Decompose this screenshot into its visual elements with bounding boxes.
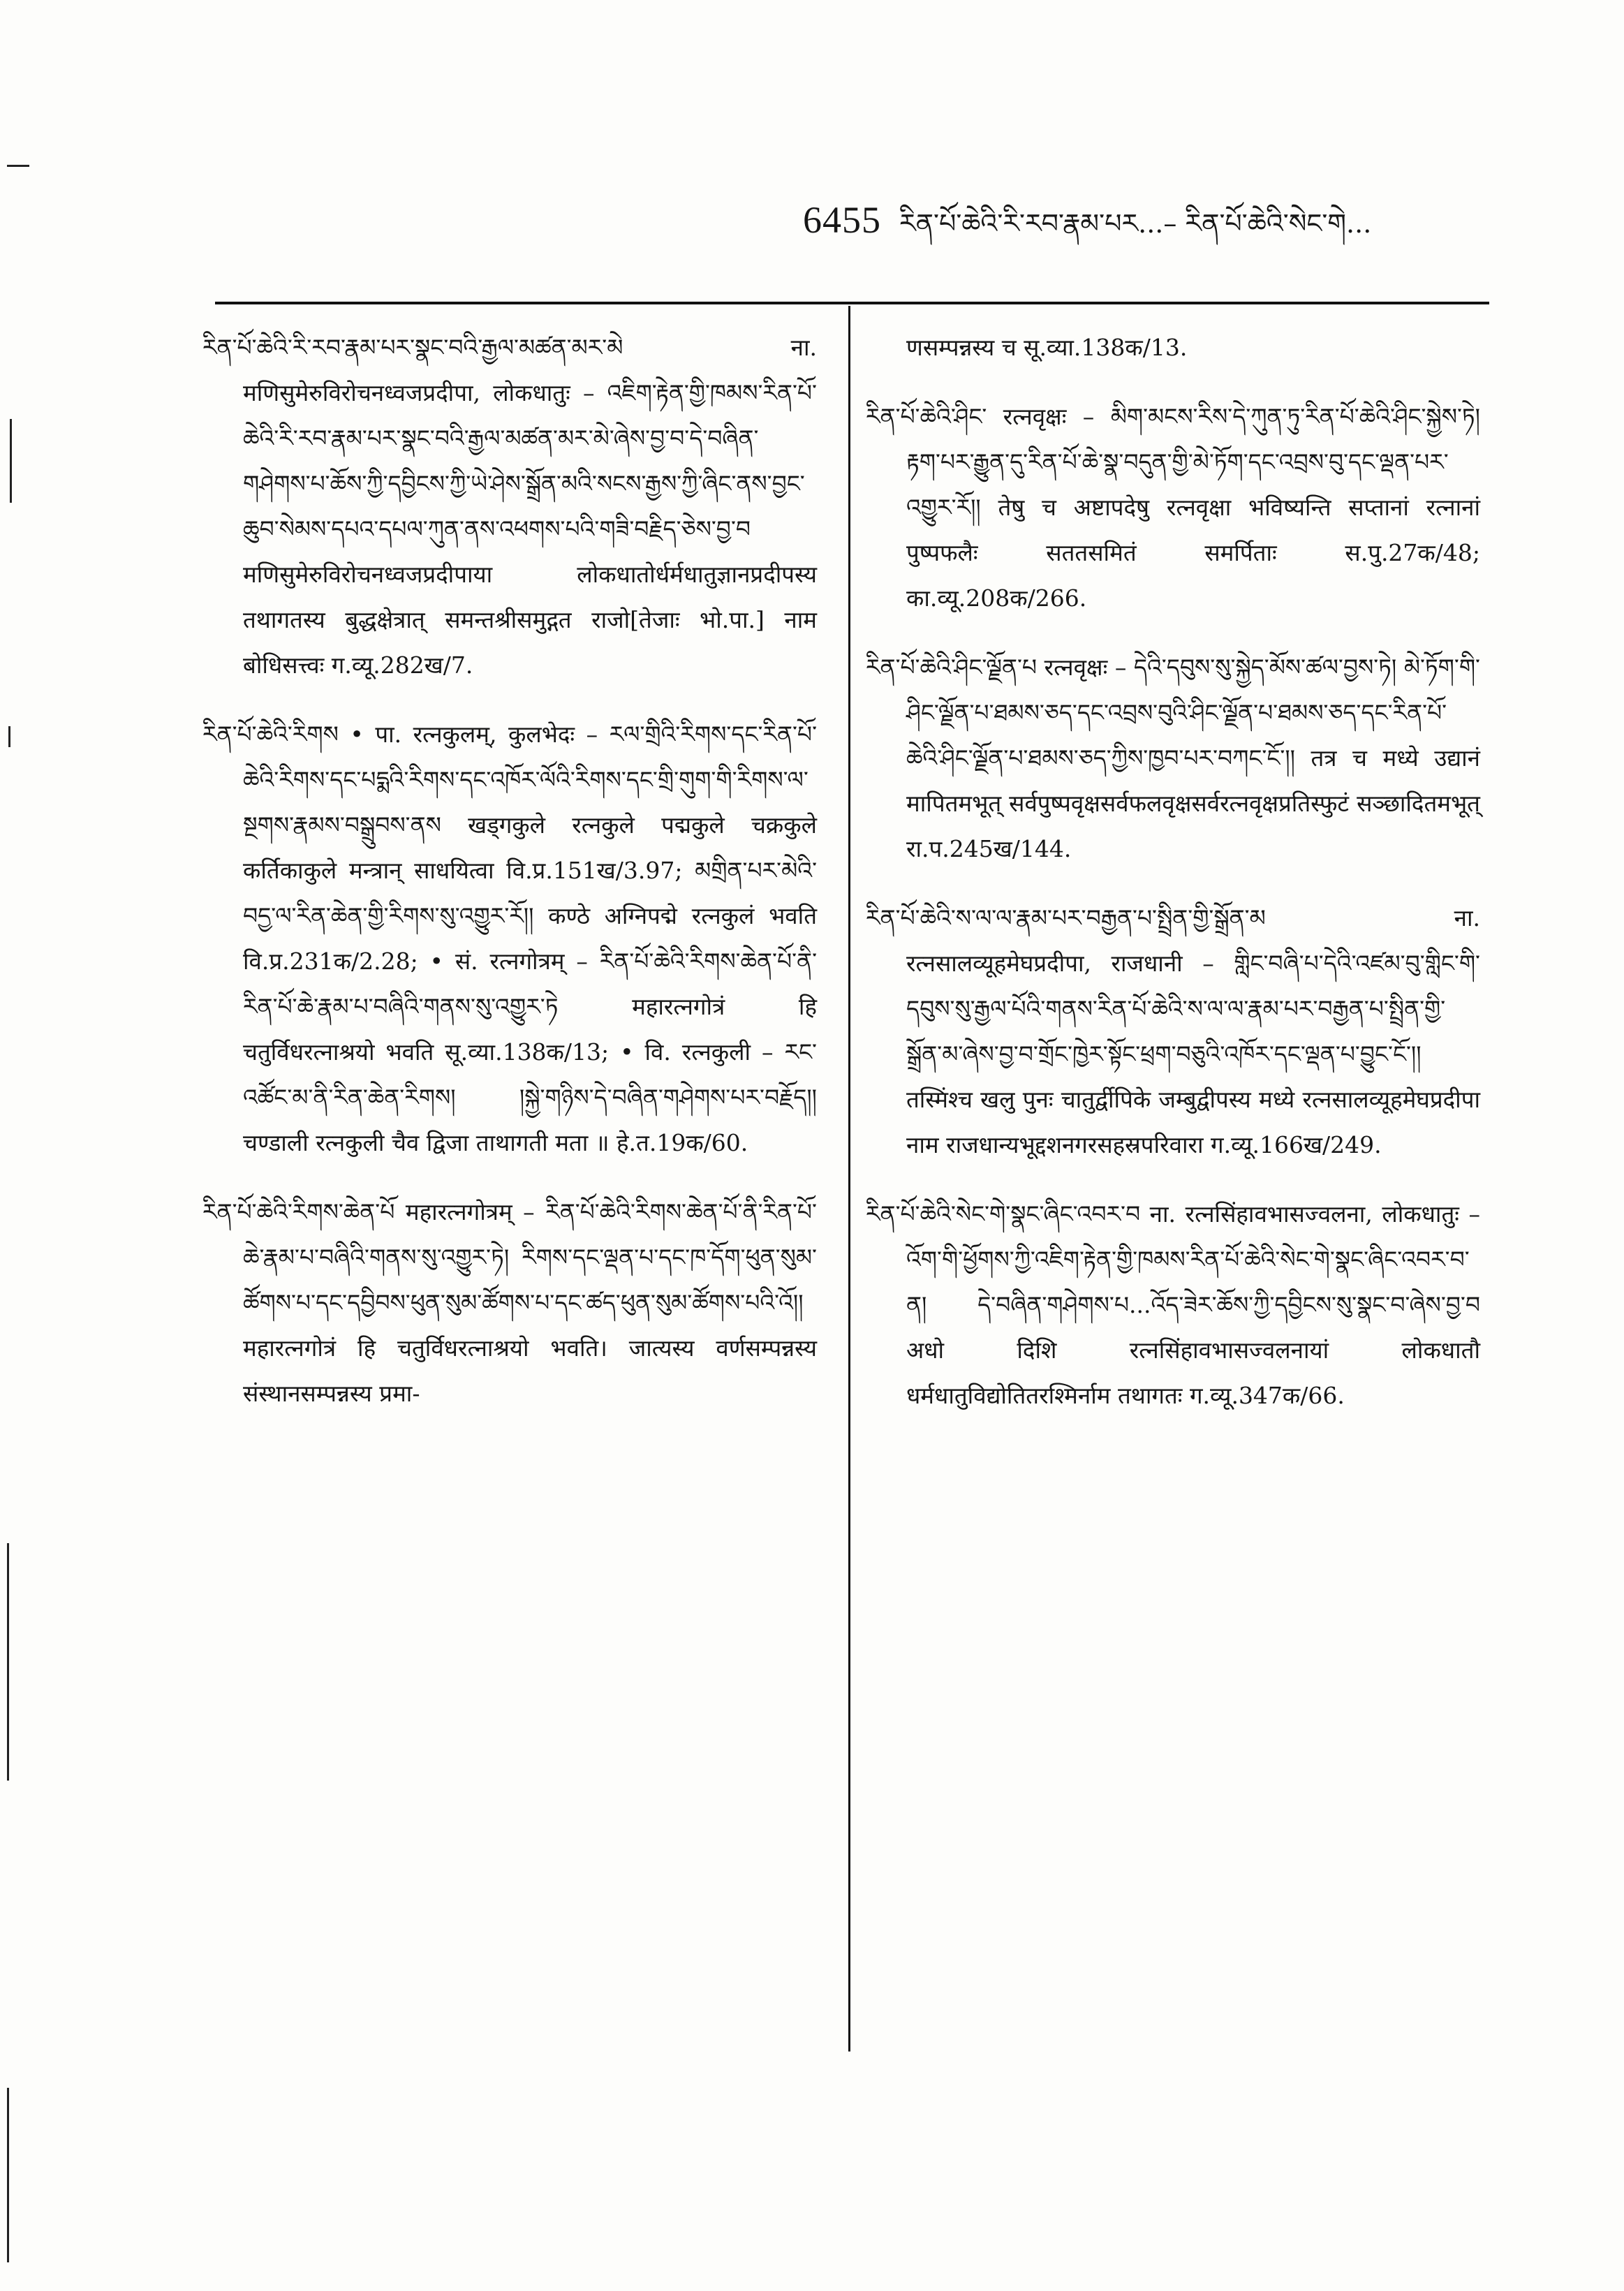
page-header [803, 194, 1494, 250]
dictionary-entry-continuation: णसम्पन्नस्य च सू.व्या.138क/13. [906, 334, 1188, 361]
scan-artifact [8, 726, 10, 747]
scan-artifact [7, 165, 29, 167]
dictionary-entry: རིན་པོ་ཆེའི་ཤིང་ रत्नवृक्षः – མིག་མངས་རིས་དེ་ཀུན་ཏུ་རིན་པོ་ཆེའི་ཤིང་སྐྱེས་ཏེ། རྟག་པར་རྒྱུན་དུ་རིན་པོ་ཆེ་སྣ་བདུན་གྱི་མེ་ཏོག་དང་འབྲས་བུ་དང་ལྡན་པར་འགྱུར་རོ།། तेषु च अष्टापदेषु रत्नवृक्षा भविष्यन्ति सप्तानां रत्नानां पुष्पफलैः सततसमितं समर्पिताः स.पु.27क/48; का.व्यू.208क/266. [866, 403, 1480, 612]
scan-artifact [7, 1543, 9, 1781]
page-number: 6455 [803, 199, 881, 241]
dictionary-entry: རིན་པོ་ཆེའི་ཤིང་ལྗོན་པ रत्नवृक्षः – དེའི་དབུས་སུ་སྐྱེད་མོས་ཚལ་བྱས་ཏེ། མེ་ཏོག་གི་ཤིང་ལྗོན་པ་ཐམས་ཅད་དང་འབྲས་བུའི་ཤིང་ལྗོན་པ་ཐམས་ཅད་དང་རིན་པོ་ཆེའི་ཤིང་ལྗོན་པ་ཐམས་ཅད་ཀྱིས་ཁྱབ་པར་བཀང་ངོ་།། तत्र च मध्ये उद्यानं मापितमभूत् सर्वपुष्पवृक्षसर्वफलवृक्षसर्वरत्नवृक्षप्रतिस्फुटं सञ्छादितमभूत् रा.प.245ख/144. [866, 654, 1480, 862]
left-column [202, 325, 817, 1440]
dictionary-entry: རིན་པོ་ཆེའི་སེང་གེ་སྣང་ཞིང་འབར་བ ना. रत्नसिंहावभासज्वलना, लोकधातुः – འོག་གི་ཕྱོགས་ཀྱི་འཇིག་རྟེན་གྱི་ཁམས་རིན་པོ་ཆེའི་སེང་གེ་སྣང་ཞིང་འབར་བ་ན། དེ་བཞིན་གཤེགས་པ...འོད་ཟེར་ཆོས་ཀྱི་དབྱིངས་སུ་སྣང་བ་ཞེས་བྱ་བ अधो दिशि रत्नसिंहावभासज्वलनायां लोकधातौ धर्मधातुविद्योतितरश्मिर्नाम तथागतः ग.व्यू.347क/66. [866, 1200, 1480, 1409]
scan-artifact [10, 419, 12, 503]
dictionary-entry: རིན་པོ་ཆེའི་རིགས་ཆེན་པོ महारत्नगोत्रम् – རིན་པོ་ཆེའི་རིགས་ཆེན་པོ་ནི་རིན་པོ་ཆེ་རྣམ་པ་བཞིའི་གནས་སུ་འགྱུར་ཏེ། རིགས་དང་ལྡན་པ་དང་ཁ་དོག་ཕུན་སུམ་ཚོགས་པ་དང་དབྱིབས་ཕུན་སུམ་ཚོགས་པ་དང་ཚད་ཕུན་སུམ་ཚོགས་པའི་འོ།། महारत्नगोत्रं हि चतुर्विधरत्नाश्रयो भवति। जात्यस्य वर्णसम्पन्नस्य संस्थानसम्पन्नस्य प्रमा- [202, 1198, 817, 1407]
scan-artifact [7, 2088, 9, 2262]
dictionary-entry: རིན་པོ་ཆེའི་ས་ལ་ལ་རྣམ་པར་བརྒྱན་པ་སྤྲིན་གྱི་སྒྲོན་མ ना. रत्नसालव्यूहमेघप्रदीपा, राजधानी – གླིང་བཞི་པ་དེའི་འཛམ་བུ་གླིང་གི་དབུས་སུ་རྒྱལ་པོའི་གནས་རིན་པོ་ཆེའི་ས་ལ་ལ་རྣམ་པར་བརྒྱན་པ་སྤྲིན་གྱི་སྒྲོན་མ་ཞེས་བྱ་བ་གྲོང་ཁྱེར་སྟོང་ཕྲག་བཅུའི་འཁོར་དང་ལྡན་པ་བྱུང་ངོ་།། तस्मिंश्च खलु पुनः चातुर्द्वीपिके जम्बुद्वीपस्य मध्ये रत्नसालव्यूहमेघप्रदीपा नाम राजधान्यभूद्दशनगरसहस्रपरिवारा ग.व्यू.166ख/249. [866, 904, 1480, 1158]
dictionary-entry: རིན་པོ་ཆེའི་རི་རབ་རྣམ་པར་སྣང་བའི་རྒྱལ་མཚན་མར་མེ ना. मणिसुमेरुविरोचनध्वजप्रदीपा, लोकधातुः – འཇིག་རྟེན་གྱི་ཁམས་རིན་པོ་ཆེའི་རི་རབ་རྣམ་པར་སྣང་བའི་རྒྱལ་མཚན་མར་མེ་ཞེས་བྱ་བ་དེ་བཞིན་གཤེགས་པ་ཆོས་ཀྱི་དབྱིངས་ཀྱི་ཡེ་ཤེས་སྒྲོན་མའི་སངས་རྒྱས་ཀྱི་ཞིང་ནས་བྱང་ཆུབ་སེམས་དཔའ་དཔལ་ཀུན་ནས་འཕགས་པའི་གཟི་བརྗིད་ཅེས་བྱ་བ मणिसुमेरुविरोचनध्वजप्रदीपाया लोकधातोर्धर्मधातुज्ञानप्रदीपस्य तथागतस्य बुद्धक्षेत्रात् समन्तश्रीसमुद्गत राजो[तेजाः भो.पा.] नाम बोधिसत्त्वः ग.व्यू.282ख/7. [202, 334, 817, 679]
right-column [866, 325, 1480, 1442]
dictionary-entry: རིན་པོ་ཆེའི་རིགས • पा. रत्नकुलम्, कुलभेदः – རལ་གྲིའི་རིགས་དང་རིན་པོ་ཆེའི་རིགས་དང་པདྨའི་རིགས་དང་འཁོར་ལོའི་རིགས་དང་གྲི་གུག་གི་རིགས་ལ་སྔགས་རྣམས་བསྒྲུབས་ནས खड्गकुले रत्नकुले पद्मकुले चक्रकुले कर्तिकाकुले मन्त्रान् साधयित्वा वि.प्र.151ख/3.97; མགྲིན་པར་མེའི་བདྱ་ལ་རིན་ཆེན་གྱི་རིགས་སུ་འགྱུར་རོ།། कण्ठे अग्निपद्मे रत्नकुलं भवति वि.प्र.231क/2.28; • सं. रत्नगोत्रम् – རིན་པོ་ཆེའི་རིགས་ཆེན་པོ་ནི་རིན་པོ་ཆེ་རྣམ་པ་བཞིའི་གནས་སུ་འགྱུར་ཏེ महारत्नगोत्रं हि चतुर्विधरत्नाश्रयो भवति सू.व्या.138क/13; • वि. रत्नकुली – རང་འཚོང་མ་ནི་རིན་ཆེན་རིགས། །སྐྱེ་གཉིས་དེ་བཞིན་གཤེགས་པར་བརྗོད།། चण्डाली रत्नकुली चैव द्विजा ताथागती मता ॥ हे.त.19क/60. [202, 721, 817, 1156]
header-rule [215, 302, 1489, 304]
running-head: རིན་པོ་ཆེའི་རི་རབ་རྣམ་པར...– རིན་པོ་ཆེའི་སེང་གེ... [899, 208, 1372, 239]
column-divider [848, 306, 850, 2051]
